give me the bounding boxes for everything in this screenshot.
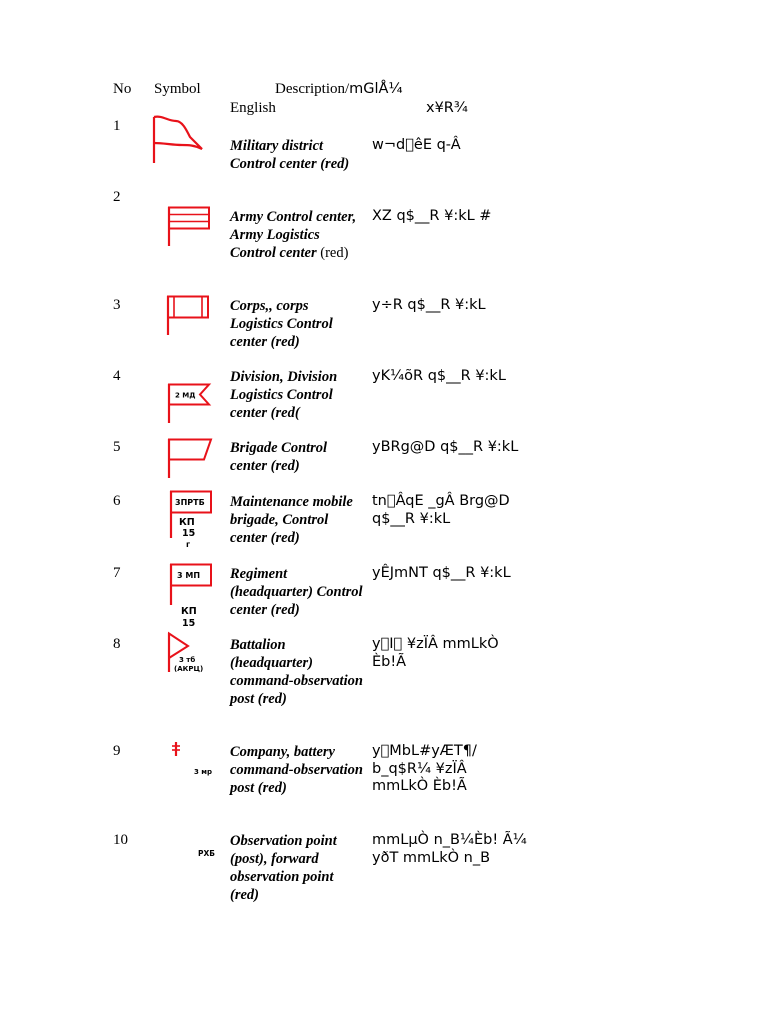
regiment-number-label: 15 <box>182 618 196 629</box>
row-description: Company, battery command-observation post (red) <box>230 744 363 796</box>
row-number: 7 <box>113 565 121 581</box>
row-number: 6 <box>113 493 121 509</box>
row-description: Corps,, corps Logistics Control center (red) <box>230 298 333 350</box>
row-description: Battalion (headquarter) command-observation post (red) <box>230 637 363 707</box>
row-local-text: mmLµÒ n_B¼Èb! Ã¼ yðT mmLkÒ n_B <box>372 832 527 866</box>
row-local-text: y MbL#yÆT¶/ b_q$R¼ ¥zÏÂ mmLkÒ Èb!Ã <box>372 743 477 794</box>
brigade-flag-icon <box>166 438 214 480</box>
row-description: Regiment (headquarter) Control center (red) <box>230 566 363 618</box>
company-label: 3 мр <box>194 768 213 776</box>
row-local-text: yBRg@D q$__R ¥:kL <box>372 439 519 455</box>
row-number: 1 <box>113 118 121 134</box>
header-description-prefix: Description/ <box>275 81 350 97</box>
maintenance-kp-label: КП <box>179 517 195 528</box>
company-post-icon <box>168 741 216 777</box>
row-local-text: w¬d êE q-Â <box>372 137 461 153</box>
row-description: Maintenance mobile brigade, Control center (red) <box>230 494 353 546</box>
observation-point-icon <box>196 846 226 860</box>
header-local: x¥R¾ <box>426 100 468 116</box>
regiment-flag-icon <box>168 563 216 629</box>
row-description: Military district Control center (red) <box>230 138 350 172</box>
row-number: 4 <box>113 368 121 384</box>
maintenance-suffix-label: г <box>186 540 191 549</box>
observation-label: РХБ <box>198 849 215 858</box>
battalion-pennant-icon <box>166 632 214 676</box>
row-number: 10 <box>113 832 128 848</box>
row-local-text: tn ÂqE _gÂ Brg@D q$__R ¥:kL <box>372 493 510 527</box>
row-local-text: yK¼õR q$__R ¥:kL <box>372 368 506 384</box>
battalion-sub-label: (АКРЦ) <box>174 665 204 673</box>
header-no: No <box>113 81 132 97</box>
row-description: Brigade Control center (red) <box>230 440 328 474</box>
regiment-kp-label: КП <box>181 606 197 617</box>
row-description-tail: (red) <box>316 245 349 261</box>
row-number: 8 <box>113 636 121 652</box>
header-description-local: mGlÅ¼ <box>349 81 403 97</box>
row-number: 9 <box>113 743 121 759</box>
header-symbol: Symbol <box>154 81 201 97</box>
row-number: 5 <box>113 439 121 455</box>
row-description-main: Army Control center, Army Logistics Control center <box>230 209 357 261</box>
row-local-text: XZ q$__R ¥:kL # <box>372 208 492 224</box>
army-flag-icon <box>166 206 212 248</box>
division-flag-label: 2 МД <box>175 391 196 400</box>
row-local-text: y I  ¥zÏÂ mmLkÒ Èb!Ã <box>372 636 499 670</box>
corps-flag-icon <box>165 295 213 337</box>
regiment-flag-label: 3 МП <box>177 571 201 580</box>
row-number: 3 <box>113 297 121 313</box>
header-description <box>275 81 403 98</box>
header-english: English <box>230 100 276 116</box>
row-description <box>230 208 365 262</box>
battalion-label: 3 тб <box>179 656 196 664</box>
row-local-text: y÷R q$__R ¥:kL <box>372 297 486 313</box>
row-description: Observation point (post), forward observation point (red) <box>230 833 337 903</box>
maintenance-flag-label: 3ПРТБ <box>175 498 205 507</box>
division-flag-icon <box>166 383 214 425</box>
row-number: 2 <box>113 189 121 205</box>
row-local-text: yÊJmNT q$__R ¥:kL <box>372 565 511 581</box>
row-description: Division, Division Logistics Control center (red( <box>230 369 338 421</box>
maintenance-number-label: 15 <box>182 528 196 539</box>
maintenance-flag-icon <box>168 490 216 552</box>
district-flag-icon <box>150 115 210 165</box>
